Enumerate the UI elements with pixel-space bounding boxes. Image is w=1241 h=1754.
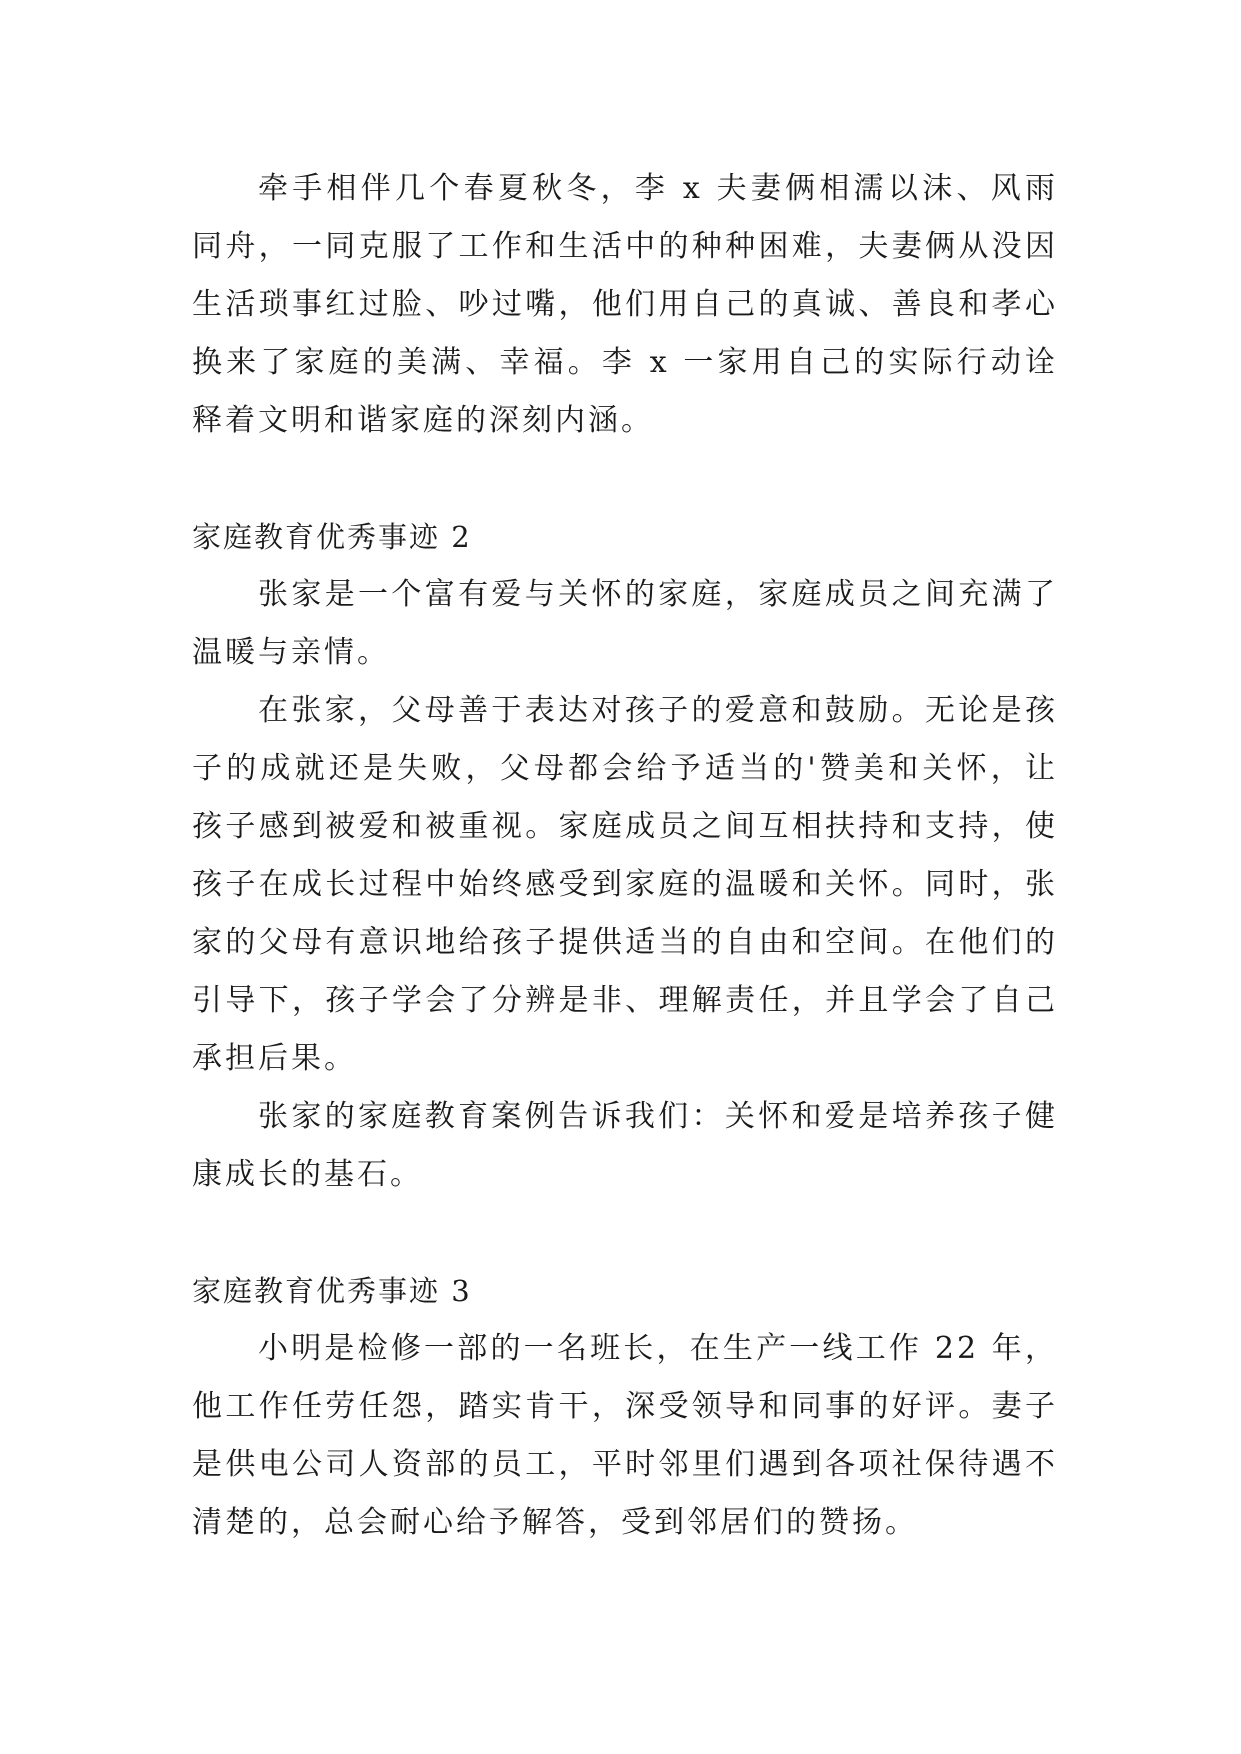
section-spacer xyxy=(192,1204,1058,1262)
paragraph: 牵手相伴几个春夏秋冬，李 x 夫妻俩相濡以沫、风雨同舟，一同克服了工作和生活中的种种困难，夫妻俩从没因生活琐事红过脸、吵过嘴，他们用自己的真诚、善良和孝心换来了家庭的美满、幸福。李 x 一家用自己的实际行动诠释着文明和谐家庭的深刻内涵。 xyxy=(192,171,1058,438)
paragraph: 小明是检修一部的一名班长，在生产一线工作 22 年，他工作任劳任怨，踏实肯干，深受领导和同事的好评。妻子是供电公司人资部的员工，平时邻里们遇到各项社保待遇不清楚的，总会耐心给予解答，受到邻居们的赞扬。 xyxy=(192,1331,1058,1540)
section-spacer xyxy=(192,450,1058,508)
paragraph: 张家是一个富有爱与关怀的家庭，家庭成员之间充满了温暖与亲情。 xyxy=(192,577,1058,670)
section-heading: 家庭教育优秀事迹 3 xyxy=(192,1274,472,1308)
section-heading: 家庭教育优秀事迹 2 xyxy=(192,520,472,554)
document-body xyxy=(192,160,1058,1552)
paragraph: 张家的家庭教育案例告诉我们：关怀和爱是培养孩子健康成长的基石。 xyxy=(192,1099,1058,1192)
paragraph: 在张家，父母善于表达对孩子的爱意和鼓励。无论是孩子的成就还是失败，父母都会给予适当的'赞美和关怀，让孩子感到被爱和被重视。家庭成员之间互相扶持和支持，使孩子在成长过程中始终感受到家庭的温暖和关怀。同时，张家的父母有意识地给孩子提供适当的自由和空间。在他们的引导下，孩子学会了分辨是非、理解责任，并且学会了自己承担后果。 xyxy=(192,693,1058,1076)
